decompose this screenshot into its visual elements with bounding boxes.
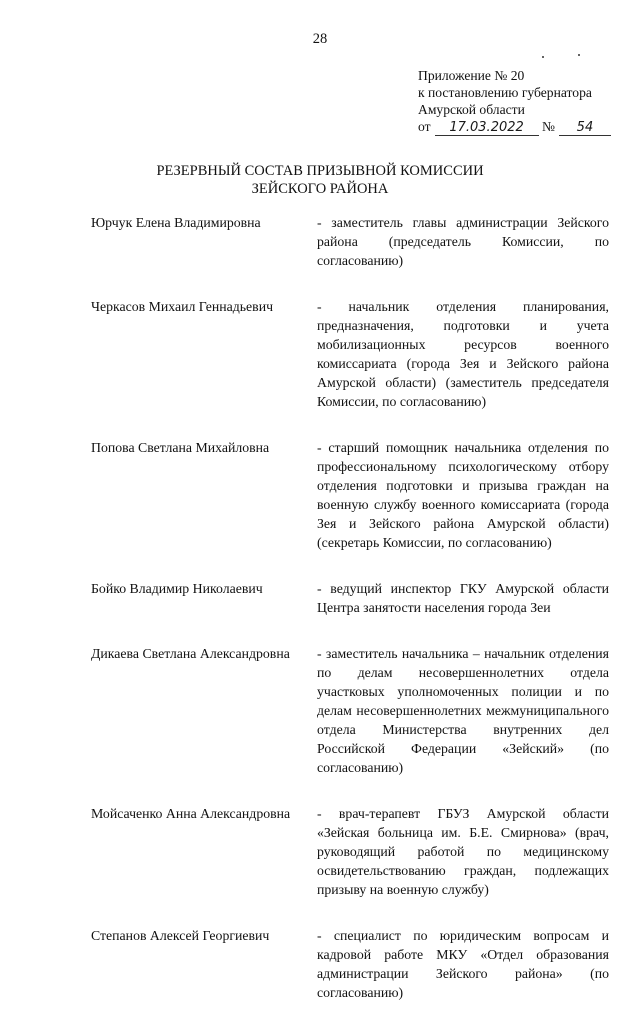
member-row — [91, 438, 611, 552]
member-role: - специалист по юридическим вопросам и кадровой работе МКУ «Отдел образования администрации Зейского района» (по согласованию) — [317, 928, 609, 1000]
annex-date-line — [418, 118, 618, 136]
member-name: Попова Светлана Михайловна — [91, 440, 270, 455]
annex-number-label: № — [541, 119, 555, 134]
member-row — [91, 926, 611, 1002]
handwritten-number: 54 — [559, 121, 611, 136]
member-name: Черкасов Михаил Геннадьевич — [91, 299, 274, 314]
annex-region: Амурской области — [418, 102, 525, 117]
handwritten-date: 17.03.2022 — [435, 121, 539, 136]
member-role: - заместитель главы администрации Зейского района (председатель Комиссии, по согласованию) — [317, 215, 609, 268]
member-row — [91, 213, 611, 270]
document-title-line-1: РЕЗЕРВНЫЙ СОСТАВ ПРИЗЫВНОЙ КОМИССИИ — [156, 163, 484, 179]
member-role: - врач-терапевт ГБУЗ Амурской области «Зейская больница им. Б.Е. Смирнова» (врач, руководящий работой по медицинскому освидетельствованию граждан, подлежащих призыву на военную службу) — [317, 806, 609, 897]
annex-block — [418, 67, 618, 136]
document-title — [0, 163, 640, 198]
member-row — [91, 804, 611, 899]
member-name: Бойко Владимир Николаевич — [91, 581, 263, 596]
member-row — [91, 579, 611, 617]
member-name: Степанов Алексей Георгиевич — [91, 928, 270, 943]
annex-decree-ref: к постановлению губернатора — [418, 85, 592, 100]
member-row — [91, 297, 611, 411]
member-name: Юрчук Елена Владимировна — [91, 215, 261, 230]
member-name: Мойсаченко Анна Александровна — [91, 806, 291, 821]
page-number: 28 — [312, 31, 328, 47]
member-row — [91, 644, 611, 777]
annex-from-label: от — [418, 119, 431, 134]
member-role: - старший помощник начальника отделения по профессиональному психологическому отбору отделения подготовки и призыва граждан на военную службу военного комиссариата (города Зея и Зейского района Амурской области) (секретарь Комиссии, по согласованию) — [317, 440, 609, 550]
members-list — [91, 213, 611, 1029]
member-role: - начальник отделения планирования, предназначения, подготовки и учета мобилизационных ресурсов военного комиссариата (города Зея и Зейского района Амурской области) (заместитель председателя Комиссии, по согласованию) — [317, 299, 609, 409]
document-title-line-2: ЗЕЙСКОГО РАЙОНА — [251, 180, 389, 197]
member-role: - заместитель начальника – начальник отделения по делам несовершеннолетних отдела участковых уполномоченных полиции и по делам несовершеннолетних межмуниципального отдела Министерства внутренних дел Российской Федерации «Зейский» (по согласованию) — [317, 646, 609, 775]
member-role: - ведущий инспектор ГКУ Амурской области Центра занятости населения города Зеи — [317, 581, 609, 615]
scan-speck — [542, 56, 544, 58]
annex-title: Приложение № 20 — [418, 68, 525, 83]
scan-speck — [578, 54, 580, 56]
member-name: Дикаева Светлана Александровна — [91, 646, 290, 661]
